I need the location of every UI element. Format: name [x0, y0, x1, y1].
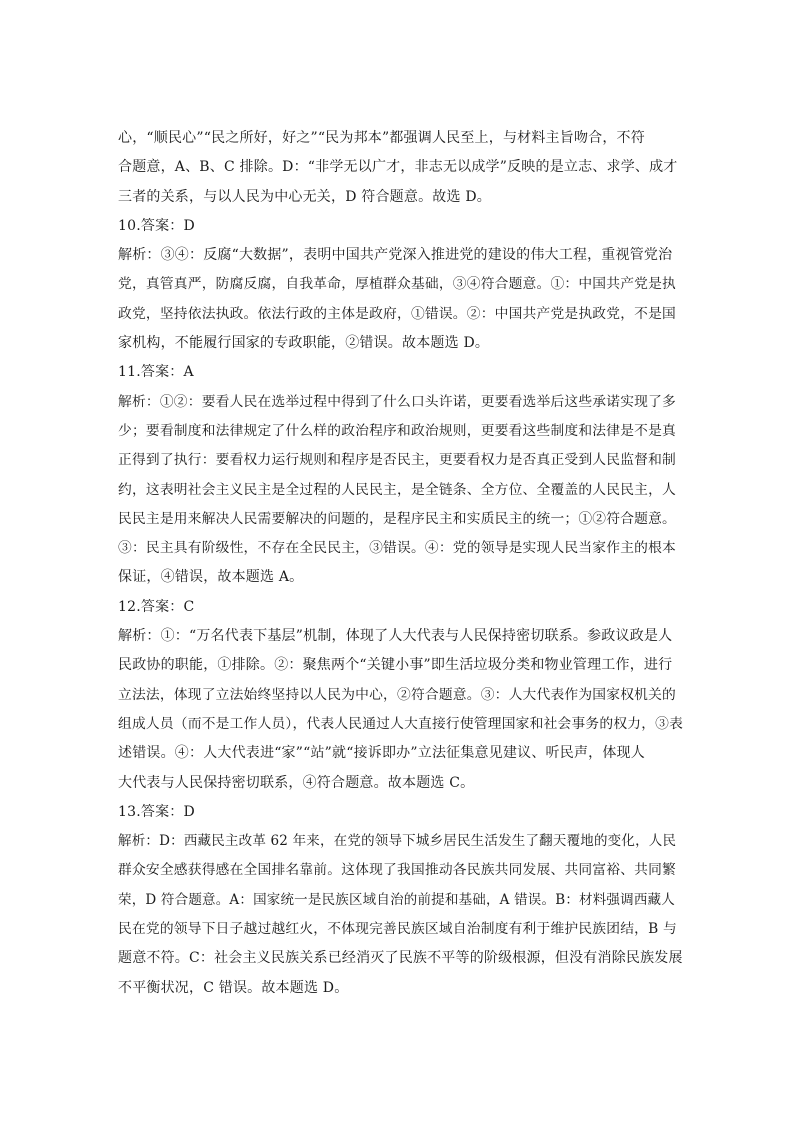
- text-line: 约，这表明社会主义民主是全过程的人民民主，是全链条、全方位、全覆盖的人民民主，人: [118, 481, 677, 498]
- text-line: 合题意，A、B、C 排除。D：“非学无以广才，非志无以成学”反映的是立志、求学、成才: [118, 159, 678, 176]
- text-line: 组成人员（而不是工作人员），代表人民通过人大直接行使管理国家和社会事务的权力，③表: [118, 715, 684, 732]
- text-line: ③：民主具有阶级性，不存在全民民主，③错误。④：党的领导是实现人民当家作主的根本: [118, 540, 677, 557]
- text-line: 荣，D 符合题意。A：国家统一是民族区域自治的前提和基础，A 错误。B：材料强调西藏人: [118, 891, 675, 908]
- text-line: 解析：①②：要看人民在选举过程中得到了什么口头许诺，更要看选举后这些承诺实现了多: [118, 393, 677, 410]
- document-page: [118, 124, 684, 1003]
- answer-heading-11: 11.答案：A: [118, 364, 194, 381]
- text-line: 政党，坚持依法执政。依法行政的主体是政府，①错误。②：中国共产党是执政党，不是国: [118, 305, 677, 322]
- text-line: 解析：③④：反腐“大数据”，表明中国共产党深入推进党的建设的伟大工程，重视管党治: [118, 247, 673, 264]
- text-line: 少；要看制度和法律规定了什么样的政治程序和政治规则，更要看这些制度和法律是不是真: [118, 422, 677, 439]
- text-line: 题意不符。C：社会主义民族关系已经消灭了民族不平等的阶级根源，但没有消除民族发展: [118, 950, 683, 967]
- text-line: 群众安全感获得感在全国排名靠前。这体现了我国推动各民族共同发展、共同富裕、共同繁: [118, 862, 677, 879]
- text-line: 党，真管真严，防腐反腐，自我革命，厚植群众基础，③④符合题意。①：中国共产党是执: [118, 276, 677, 293]
- text-line: 述错误。④：人大代表进“家”“站”就“接诉即办”立法征集意见建议、听民声，体现人: [118, 745, 645, 762]
- text-line: 民政协的职能，①排除。②：聚焦两个“关键小事”即生活垃圾分类和物业管理工作，进行: [118, 657, 673, 674]
- answer-heading-12: 12.答案：C: [118, 598, 195, 615]
- text-line: 解析：D：西藏民主改革 62 年来，在党的领导下城乡居民生活发生了翻天覆地的变化，人民: [118, 833, 677, 850]
- text-line: 民民主是用来解决人民需要解决的问题的，是程序民主和实质民主的统一；①②符合题意。: [118, 510, 677, 527]
- text-line: 立法法，体现了立法始终坚持以人民为中心，②符合题意。③：人大代表作为国家权机关的: [118, 686, 677, 703]
- text-line: 三者的关系，与以人民为中心无关，D 符合题意。故选 D。: [118, 188, 491, 205]
- text-line: 家机构，不能履行国家的专政职能，②错误。故本题选 D。: [118, 335, 490, 352]
- text-line: 心，“顺民心”“民之所好，好之”“民为邦本”都强调人民至上，与材料主旨吻合，不符: [118, 130, 645, 146]
- text-line: 正得到了执行：要看权力运行规则和程序是否民主，更要看权力是否真正受到人民监督和制: [118, 452, 677, 469]
- text-line: 不平衡状况，C 错误。故本题选 D。: [118, 979, 349, 996]
- text-line: 保证，④错误，故本题选 A。: [118, 569, 304, 586]
- text-line: 解析：①：“万名代表下基层”机制，体现了人大代表与人民保持密切联系。参政议政是人: [118, 628, 673, 645]
- text-line: 民在党的领导下日子越过越红火，不体现完善民族区域自治制度有利于维护民族团结，B 与: [118, 921, 677, 938]
- text-line: 大代表与人民保持密切联系，④符合题意。故本题选 C。: [118, 774, 475, 791]
- answer-heading-10: 10.答案：D: [118, 217, 195, 234]
- answer-heading-13: 13.答案：D: [118, 803, 195, 820]
